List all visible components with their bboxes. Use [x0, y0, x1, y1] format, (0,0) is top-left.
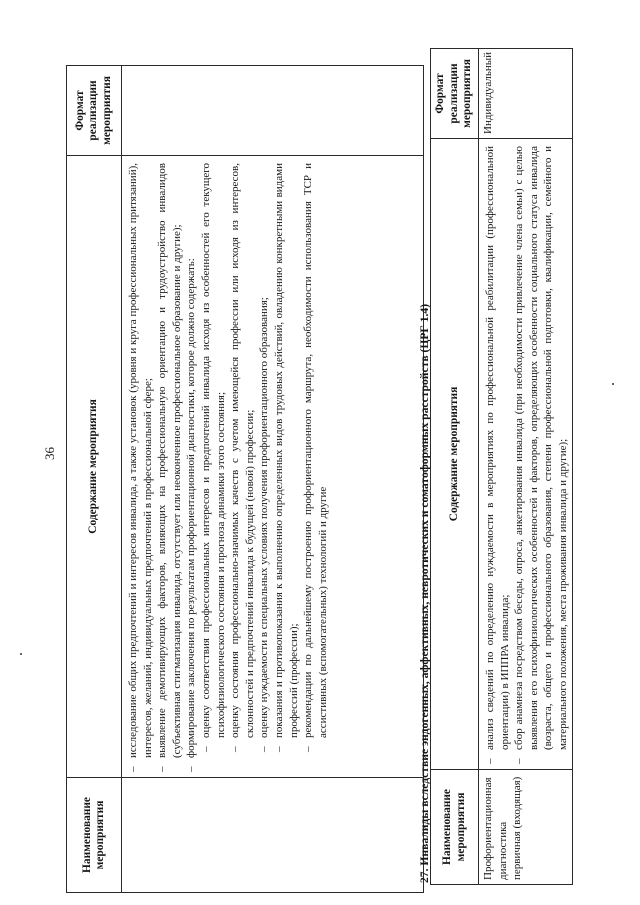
cell-content: [122, 156, 424, 778]
header-format: Формат реализации мероприятия: [67, 66, 122, 156]
header-name: Наименование мероприятия: [67, 778, 122, 893]
sub-list-item: – оценку нуждаемости в специальных условиях получения профориентационного образования;: [257, 163, 272, 772]
cell-format-empty: [122, 66, 424, 156]
header-format: Формат реализации мероприятия: [431, 49, 479, 139]
header-content: Содержание мероприятия: [431, 139, 479, 770]
list-item: – сбор анамнеза посредством беседы, опроса, анкетирования инвалида (при необходимости привлечение члена семьи) с целью выявления его психофизиологических особенностей и факторов, определяющих особенности социального статуса инвалида (возраста, общего и профессионального образования, степени профессиональной подготовки, квалификации, семейного и материального положения, места проживания инвалида и другие);: [512, 146, 570, 764]
activities-table: [430, 48, 573, 885]
content-list: [480, 140, 571, 768]
list-item: – формирование заключения по результатам профориентационной диагностики, которое должно содержать:: [184, 163, 199, 772]
list-item: – анализ сведений по определению нуждаемости в мероприятиях по профессиональной реабилитации (профессиональной ориентации) в ИППРА инвалида;: [483, 146, 512, 764]
list-item: – исследование общих предпочтений и интересов инвалида, а также установок (уровня и круга профессиональных притязаний), интересов, желаний, индивидуальных предпочтений в профессиональной сфере;: [126, 163, 155, 772]
table-row: [122, 66, 424, 893]
list-item: – выявление демотивирующих факторов, влияющих на профессиональную ориентацию и трудоустройство инвалидов (субъективная стигматизация инвалида, отсутствует или неоконченное профессиональное образование и другие);: [155, 163, 184, 772]
cell-format: Индивидуальный: [479, 49, 573, 139]
sub-list-item: – оценку соответствия профессиональных интересов и предпочтений инвалида исходя из особенностей его текущего психофизиологического состояния и прогноза динамики этого состояния;: [199, 163, 228, 772]
cell-name-empty: [122, 778, 424, 893]
page-number: 36: [42, 447, 57, 460]
table-header-row: [67, 66, 122, 893]
scan-speck: [20, 653, 22, 655]
content-list: [123, 157, 330, 776]
sub-list-item: – показания и противопоказания к выполнению определенных видов трудовых действий, овладению конкретными видами профессий (профессии);: [272, 163, 301, 772]
cell-activity-name: Профориентационная диагностика первичная (входящая): [479, 770, 573, 885]
cell-content: [479, 139, 573, 770]
sub-list-item: – оценку состояния профессионально-значимых качеств с учетом имеющейся профессии или исходя из интересов, склонностей и предпочтений инвалида к будущей (новой) профессии;: [228, 163, 257, 772]
table-header-row: [431, 49, 479, 885]
activities-table-continued: [66, 65, 424, 893]
scan-speck: [612, 383, 614, 385]
header-name: Наименование мероприятия: [431, 770, 479, 885]
table-row: [479, 49, 573, 885]
section-heading: 27. Инвалиды вследствие эндогенных, аффективных, невротических и соматоформных расстройств (ЦРГ 1.4): [418, 303, 431, 883]
sub-list-item: – рекомендации по дальнейшему построению профориентационного маршрута, необходимости использования ТСР и ассистивных (вспомогательных) технологий и другие: [301, 163, 330, 772]
header-content: Содержание мероприятия: [67, 156, 122, 778]
